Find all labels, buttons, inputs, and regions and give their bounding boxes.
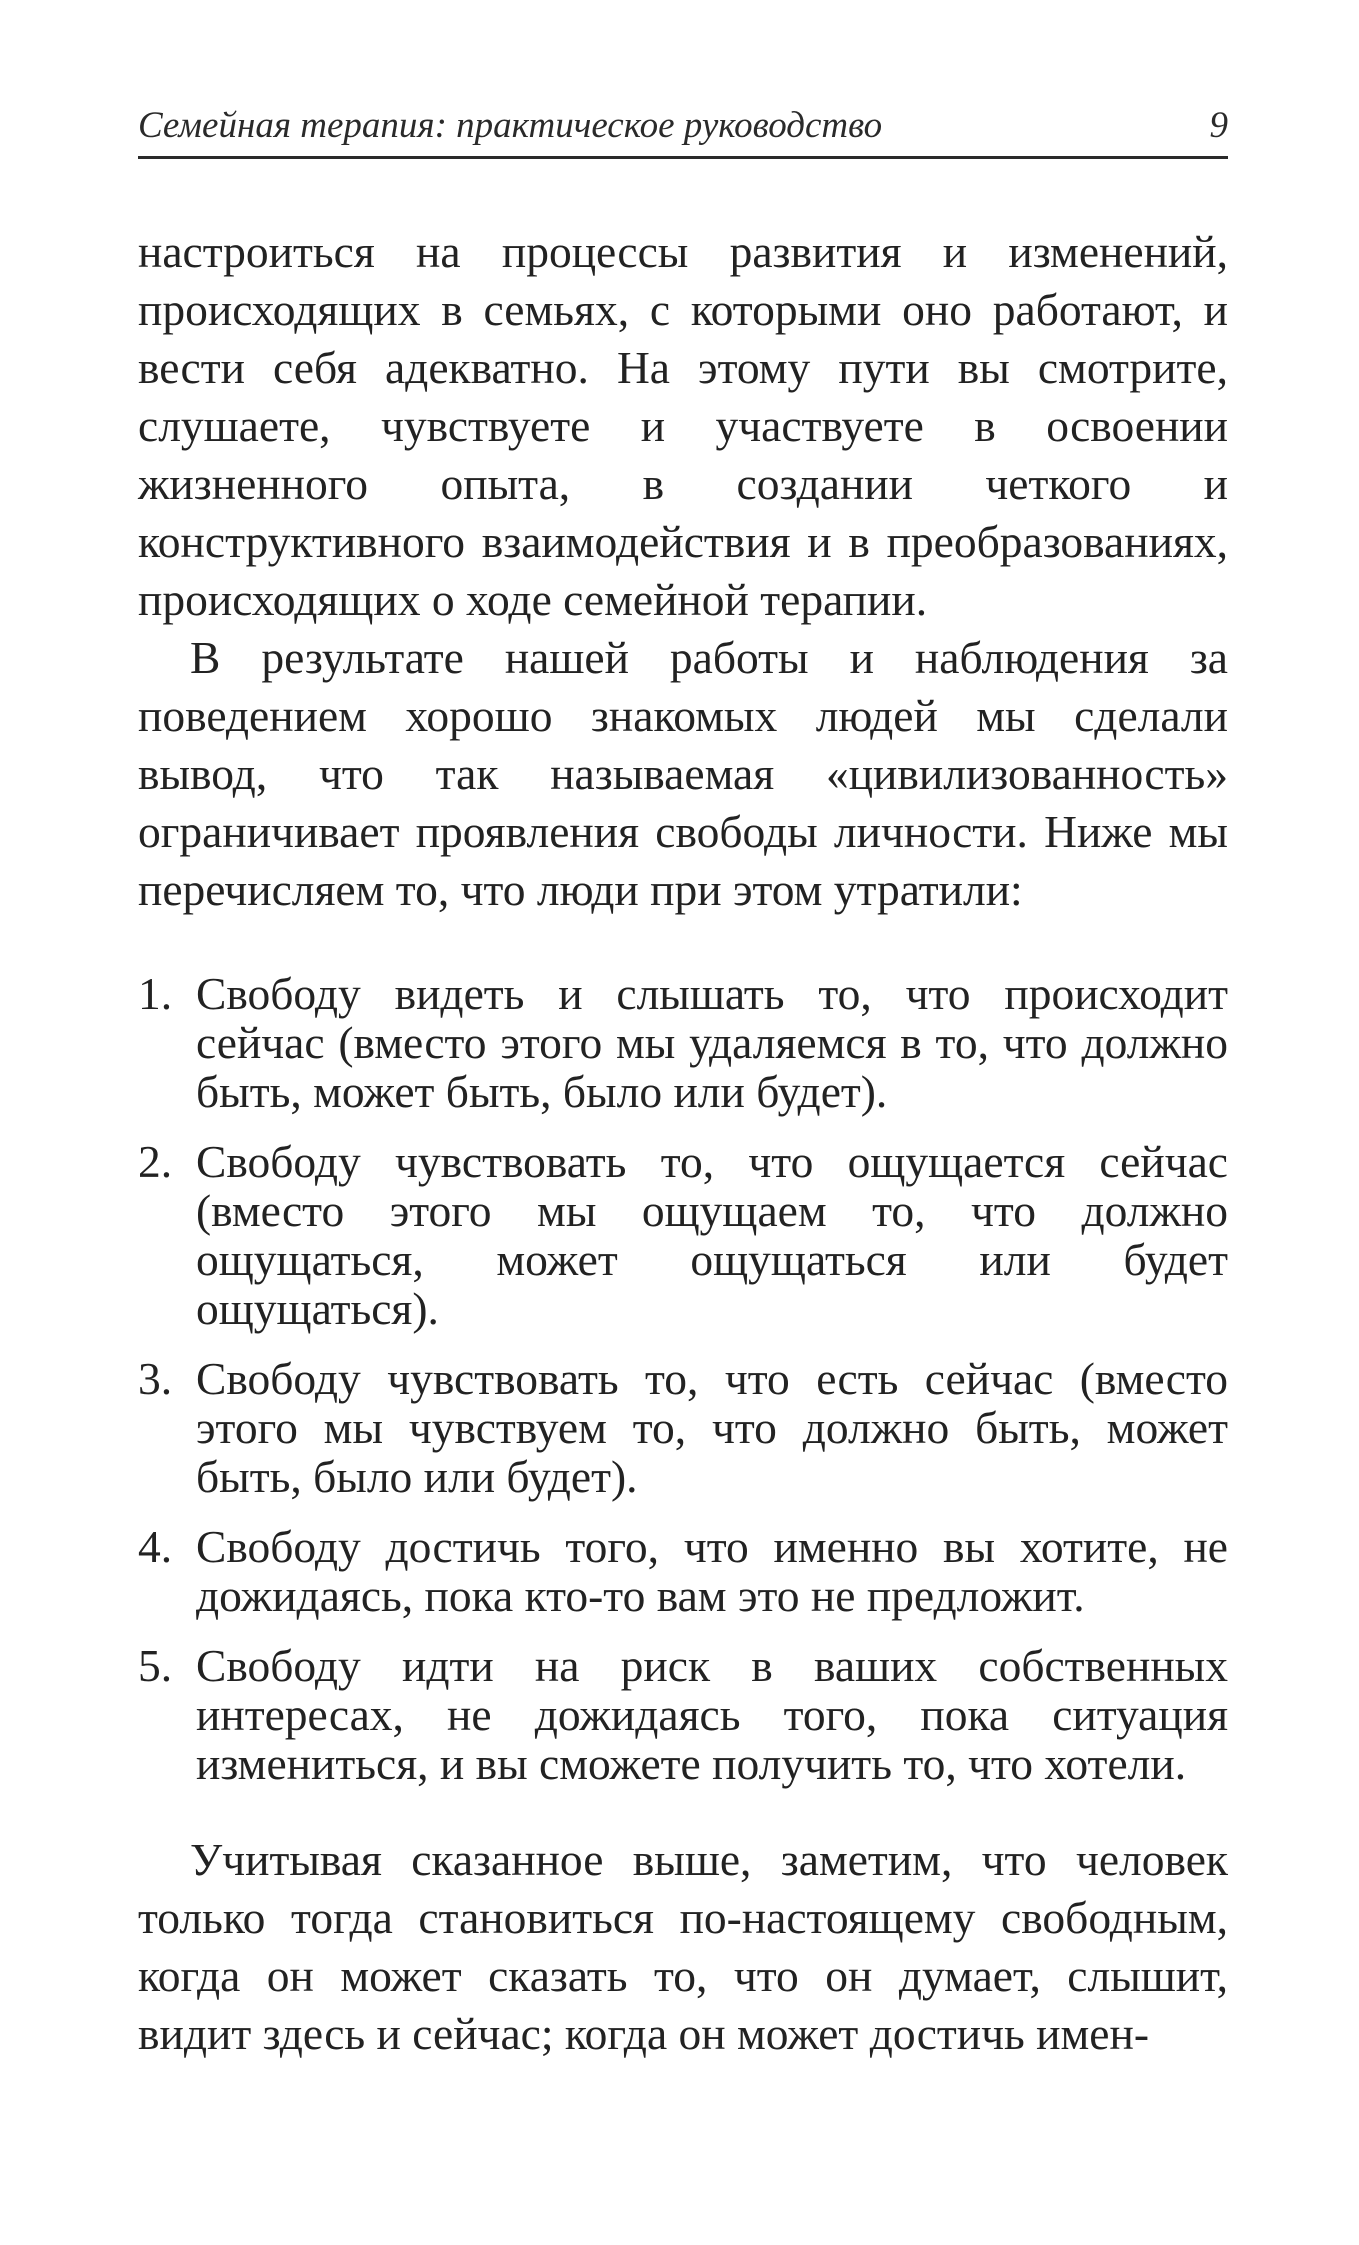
paragraph-3: Учитывая сказанное выше, заметим, что человек только тогда становиться по-настоящему свободным, когда он может сказать то, что он думает, слышит, видит здесь и сейчас; когда он может достичь имен-	[138, 1834, 1228, 2059]
list-item	[138, 1641, 1228, 1788]
list-spacer-bottom	[138, 1809, 1228, 1831]
list-item	[138, 1137, 1228, 1333]
running-title: Семейная терапия: практическое руководство	[138, 105, 883, 146]
list-item	[138, 1354, 1228, 1501]
list-item-text: Свободу чувствовать то, что ощущается сейчас (вместо этого мы ощущаем то, что должно ощущаться, может ощущаться или будет ощущаться).	[196, 1136, 1228, 1334]
list-spacer-top	[138, 919, 1228, 969]
list-item-text: Свободу идти на риск в ваших собственных интересах, не дожидаясь того, пока ситуация измениться, и вы сможете получить то, что хотели.	[196, 1640, 1228, 1789]
paragraph-2: В результате нашей работы и наблюдения за поведением хорошо знакомых людей мы сделали вывод, что так называемая «цивилизованность» ограничивает проявления свободы личности. Ниже мы перечисляем то, что люди при этом утратили:	[138, 632, 1228, 915]
list-item-number: 2.	[138, 1136, 173, 1187]
list-item-number: 3.	[138, 1353, 173, 1404]
freedoms-list	[138, 969, 1228, 1788]
list-item-number: 4.	[138, 1521, 173, 1572]
list-item-text: Свободу чувствовать то, что есть сейчас (вместо этого мы чувствуем то, что должно быть, может быть, было или будет).	[196, 1353, 1228, 1502]
list-item-number: 1.	[138, 968, 173, 1019]
list-item	[138, 969, 1228, 1116]
list-item	[138, 1522, 1228, 1620]
paragraph-1: настроиться на процессы развития и изменений, происходящих в семьях, с которыми оно работают, и вести себя адекватно. На этому пути вы смотрите, слушаете, чувствуете и участвуете в освоении жизненного опыта, в создании четкого и конструктивного взаимодействия и в преобразованиях, происходящих о ходе семейной терапии.	[138, 226, 1228, 625]
main-text	[138, 223, 1228, 2063]
page-number: 9	[1209, 105, 1228, 146]
list-item-number: 5.	[138, 1640, 173, 1691]
list-item-text: Свободу достичь того, что именно вы хотите, не дожидаясь, пока кто-то вам это не предложит.	[196, 1521, 1228, 1621]
running-header	[138, 100, 1228, 159]
list-item-text: Свободу видеть и слышать то, что происходит сейчас (вместо этого мы удаляемся в то, что должно быть, может быть, было или будет).	[196, 968, 1228, 1117]
